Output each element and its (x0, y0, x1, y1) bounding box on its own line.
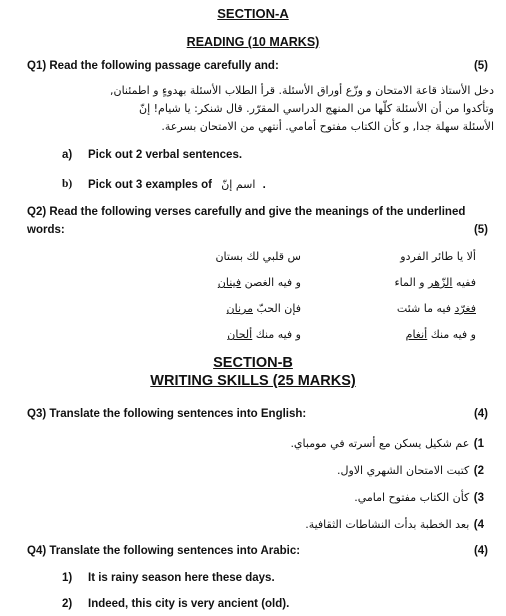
verse-4-underlined-word-2: ألحان (227, 328, 253, 341)
section-b-subtitle: WRITING SKILLS (25 MARKS) (150, 373, 356, 389)
verse-3-underlined-word-1: فغرّد (454, 302, 476, 315)
verse-2-second-pre: و فيه الغصن (241, 276, 301, 289)
q1-passage-line-2: وتأكدوا من أن الأسئلة كلّها من المنهج الدراسي المقرّر. قال شنكر: يا شيام! إنّ (139, 102, 494, 115)
verse-3-first-half (397, 302, 476, 315)
q3-item-2 (337, 461, 484, 479)
q3-item-4-num: 4) (473, 519, 484, 531)
q4-item-1-text: It is rainy season here these days. (88, 572, 275, 584)
verse-3-first-post: فيه ما شئت (396, 302, 455, 315)
q1-b-text: Pick out 3 examples of (88, 179, 212, 191)
section-b-title: SECTION-B (213, 355, 293, 371)
verse-3-second-pre: فإن الحبّ (253, 302, 301, 315)
verse-2-first-half (394, 276, 476, 289)
q4-label: Q4) Translate the following sentences into Arabic: (27, 545, 301, 557)
q2-marks: (5) (473, 224, 488, 236)
verse-4-underlined-word-1: أنغام (405, 328, 428, 341)
verse-1-second-half: س قلبي لك بستان (215, 250, 301, 263)
verse-4-first-pre: و فيه منك (427, 328, 476, 341)
q3-item-2-num: 2) (473, 465, 484, 477)
q1-label: Q1) Read the following passage carefully and: (27, 60, 279, 72)
q4-item-2-num: 2) (62, 598, 73, 610)
verse-2-first-post: و الماء (394, 276, 429, 289)
section-a-subtitle: READING (10 MARKS) (186, 35, 320, 49)
q3-item-3 (354, 488, 484, 506)
q3-item-1 (290, 434, 484, 452)
q1-passage-line-1: دخل الأستاذ قاعة الامتحان و وزّع أوراق الأسئلة. قرأ الطلاب الأسئلة بهدوءٍ و اطمئنان, (110, 84, 494, 97)
verse-2-underlined-word-2: فينان (217, 276, 242, 289)
q2-label-line-2: words: (27, 224, 65, 236)
q1-b-arabic: اسم إنّ (221, 178, 256, 191)
q1-a-text: Pick out 2 verbal sentences. (88, 149, 243, 161)
verse-1-first-half: ألا يا طائر الفردو (400, 250, 476, 263)
q3-item-2-text: كتبت الامتحان الشهري الاول. (336, 464, 470, 477)
q3-item-3-num: 3) (473, 492, 484, 504)
q1-b-marker: b) (62, 178, 73, 190)
q4-marks: (4) (473, 545, 488, 557)
q1-b-line (88, 178, 266, 191)
q2-label-line-1: Q2) Read the following verses carefully and give the meanings of the underlined (27, 206, 466, 218)
verse-4-first-half (406, 328, 476, 341)
verse-2-second-half (218, 276, 301, 289)
q3-item-3-text: كأن الكتاب مفتوح امامي. (354, 491, 470, 504)
verse-3-second-half (227, 302, 301, 315)
verse-4-second-pre: و فيه منك (252, 328, 301, 341)
verse-2-underlined-word-1: الزّهر (428, 276, 453, 289)
q1-passage-line-3: الأسئلة سهلة جدا, و كأن الكتاب مفتوح أمامي. أنتهي من الامتحان بسرعة. (161, 120, 494, 133)
section-a-title: SECTION-A (217, 6, 289, 21)
verse-4-second-half (227, 328, 301, 341)
q3-item-1-num: 1) (473, 438, 484, 450)
verse-2-first-pre: ففيه (452, 276, 476, 289)
q3-item-4 (305, 515, 484, 533)
q3-item-4-text: بعد الخطبة بدأت النشاطات الثقافية. (305, 518, 470, 531)
q3-marks: (4) (473, 408, 488, 420)
q4-item-2-text: Indeed, this city is very ancient (old). (88, 598, 290, 610)
q3-item-1-text: عم شكيل يسكن مع أسرته في مومباي. (290, 437, 470, 450)
q1-a-marker: a) (62, 149, 73, 161)
q1-marks: (5) (473, 60, 488, 72)
q3-label: Q3) Translate the following sentences into English: (27, 408, 307, 420)
q1-b-end: . (262, 179, 266, 191)
q4-item-1-num: 1) (62, 572, 73, 584)
verse-3-underlined-word-2: مرنان (226, 302, 253, 315)
